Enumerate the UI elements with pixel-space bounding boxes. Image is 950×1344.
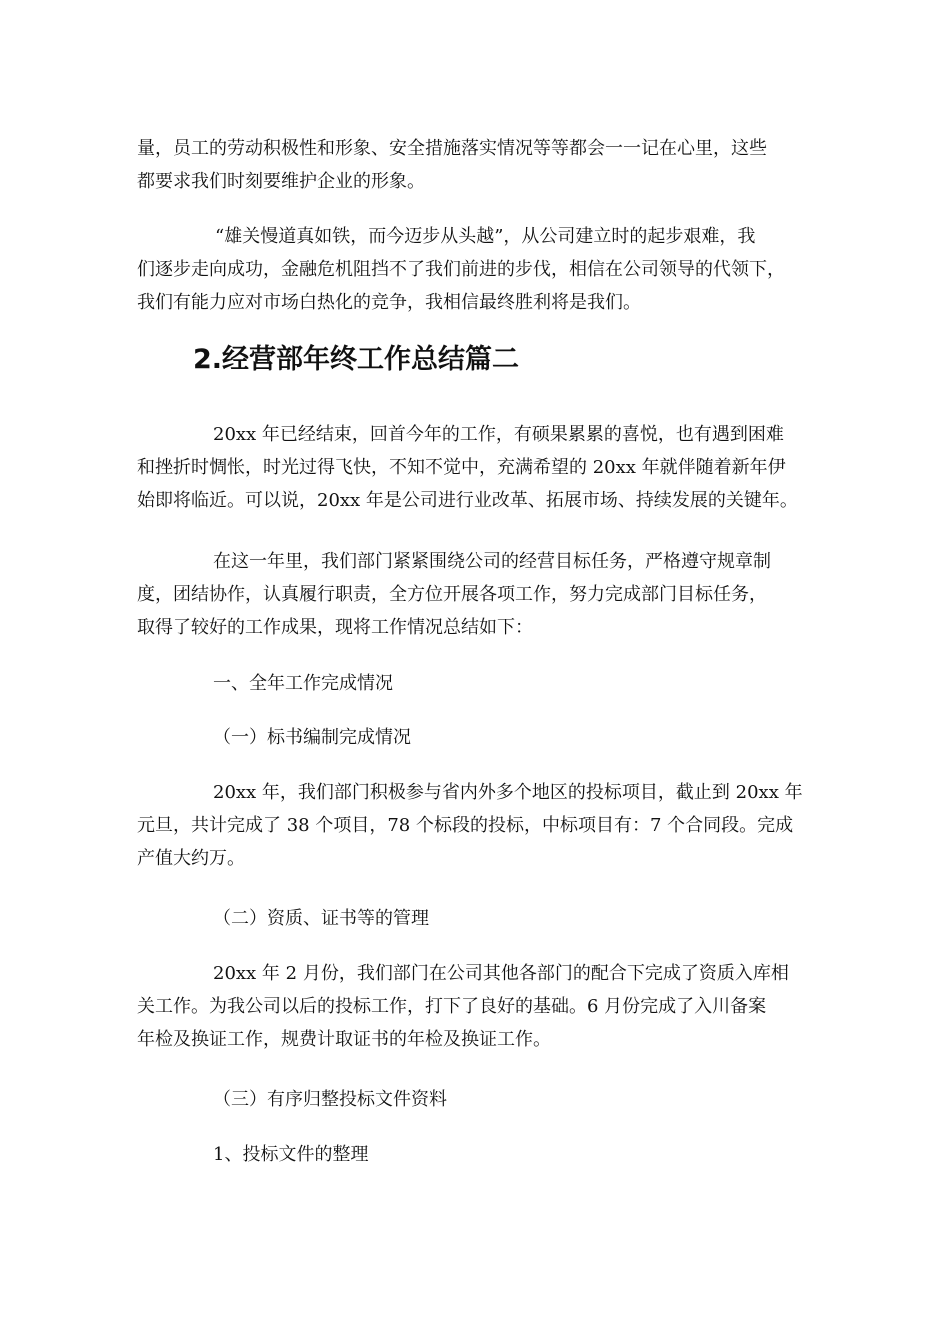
text-line: 始即将临近。可以说，20xx 年是公司进行业改革、拓展市场、持续发展的关键年。 [137, 490, 798, 511]
text-line: 取得了较好的工作成果，现将工作情况总结如下： [137, 617, 533, 638]
text-line: 和挫折时惆怅，时光过得飞快，不知不觉中，充满希望的 20xx 年就伴随着新年伊 [137, 457, 786, 478]
paragraph-6 [137, 957, 827, 1056]
text-line: 我们有能力应对市场白热化的竞争，我相信最终胜利将是我们。 [137, 292, 641, 313]
subsection-title-2 [137, 902, 827, 935]
text-line: （二）资质、证书等的管理 [213, 908, 429, 929]
text-line: 年检及换证工作，规费计取证书的年检及换证工作。 [137, 1029, 551, 1050]
text-line: （三）有序归整投标文件资料 [213, 1089, 447, 1110]
list-item-title [137, 1138, 827, 1171]
text-line: 一、全年工作完成情况 [213, 673, 393, 694]
paragraph-5 [137, 776, 827, 875]
section-title-1 [137, 667, 827, 700]
paragraph-1 [137, 132, 827, 198]
paragraph-4 [137, 545, 827, 644]
text-line: 元旦，共计完成了 38 个项目，78 个标段的投标，中标项目有：7 个合同段。完成 [137, 815, 794, 836]
subsection-title-1 [137, 721, 827, 754]
text-line: 度，团结协作，认真履行职责，全方位开展各项工作，努力完成部门目标任务， [137, 584, 767, 605]
text-line: 量，员工的劳动积极性和形象、安全措施落实情况等等都会一一记在心里，这些 [137, 138, 767, 159]
text-line: 都要求我们时刻要维护企业的形象。 [137, 171, 425, 192]
section-heading: 2.经营部年终工作总结篇二 [193, 344, 520, 375]
text-line: 关工作。为我公司以后的投标工作，打下了良好的基础。6 月份完成了入川备案 [137, 996, 767, 1017]
paragraph-3 [137, 418, 827, 517]
text-line: “雄关慢道真如铁，而今迈步从头越”，从公司建立时的起步艰难，我 [215, 226, 756, 247]
text-line: 1、投标文件的整理 [213, 1144, 369, 1165]
text-line: 们逐步走向成功，金融危机阻挡不了我们前进的步伐，相信在公司领导的代领下， [137, 259, 785, 280]
text-line: 产值大约万。 [137, 848, 245, 869]
text-line: 20xx 年已经结束，回首今年的工作，有硕果累累的喜悦，也有遇到困难 [213, 424, 784, 445]
text-line: 在这一年里，我们部门紧紧围绕公司的经营目标任务，严格遵守规章制 [213, 551, 771, 572]
text-line: （一）标书编制完成情况 [213, 727, 411, 748]
text-line: 20xx 年 2 月份，我们部门在公司其他各部门的配合下完成了资质入库相 [213, 963, 789, 984]
text-line: 20xx 年，我们部门积极参与省内外多个地区的投标项目，截止到 20xx 年 [213, 782, 803, 803]
subsection-title-3 [137, 1083, 827, 1116]
paragraph-2 [137, 220, 827, 319]
